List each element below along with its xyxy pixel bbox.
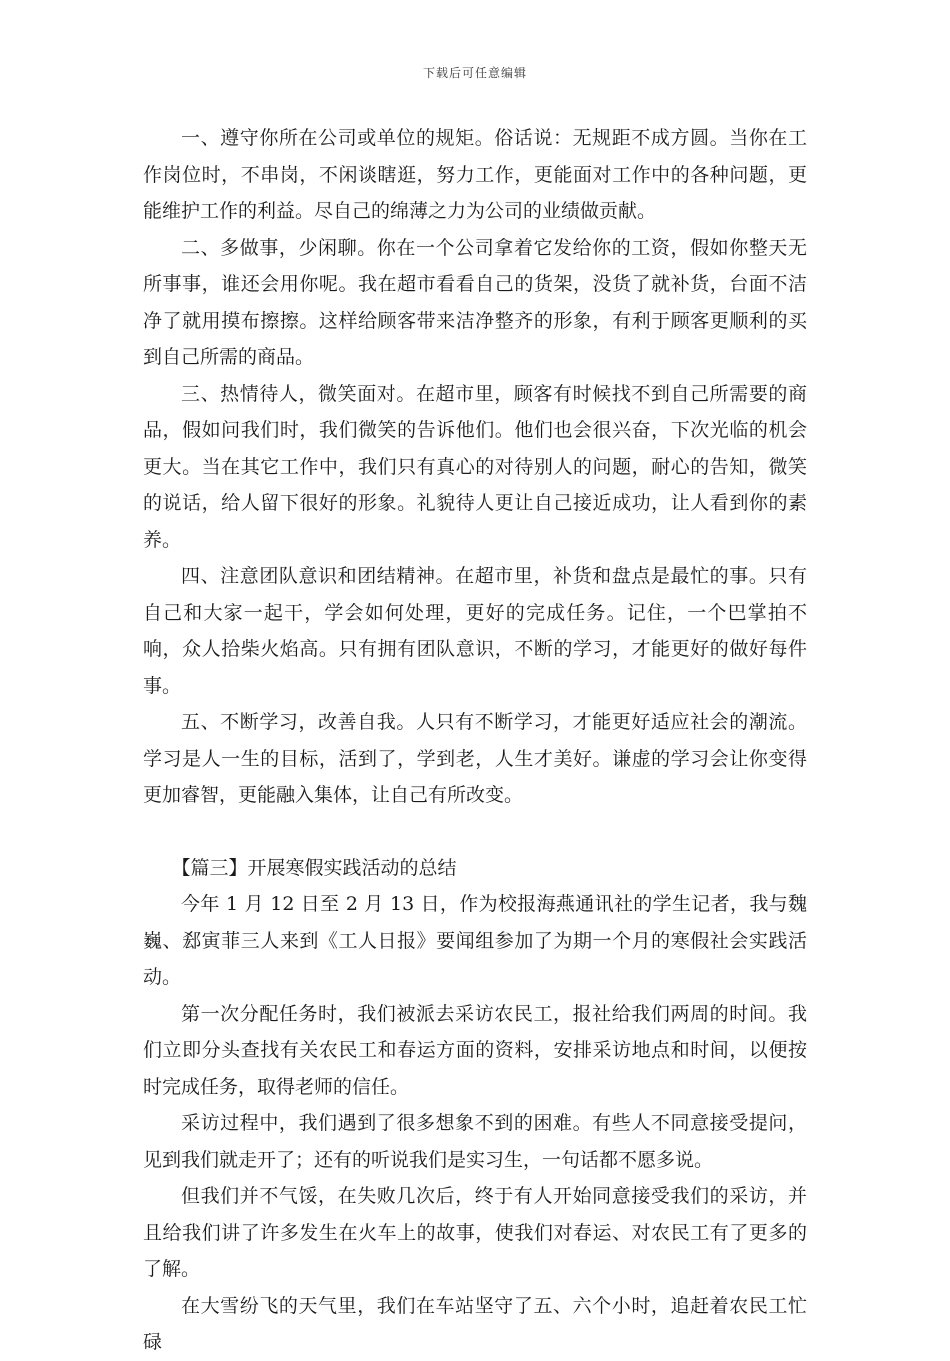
- paragraph-intro: 今年 1 月 12 日至 2 月 13 日，作为校报海燕通讯社的学生记者，我与魏巍、郄寅菲三人来到《工人日报》要闻组参加了为期一个月的寒假社会实践活动。: [143, 893, 807, 988]
- paragraph-perseverance: 但我们并不气馁，在失败几次后，终于有人开始同意接受我们的采访，并且给我们讲了许多发生在火车上的故事，使我们对春运、对农民工有了更多的了解。: [143, 1185, 807, 1280]
- paragraph-assignment: 第一次分配任务时，我们被派去采访农民工，报社给我们两周的时间。我们立即分头查找有关农民工和春运方面的资料，安排采访地点和时间，以便按时完成任务，取得老师的信任。: [143, 1002, 807, 1098]
- paragraph-rule-1: 一、遵守你所在公司或单位的规矩。俗话说：无规距不成方圆。当你在工作岗位时，不串岗，不闲谈瞎逛，努力工作，更能面对工作中的各种问题，更能维护工作的利益。尽自己的绵薄之力为公司的业绩做贡献。: [143, 127, 807, 222]
- paragraph-rule-2: 二、多做事，少闲聊。你在一个公司拿着它发给你的工资，假如你整天无所事事，谁还会用你呢。我在超市看看自己的货架，没货了就补货，台面不洁净了就用摸布擦擦。这样给顾客带来洁净整齐的形象，有利于顾客更顺利的买到自己所需的商品。: [143, 236, 807, 368]
- document-body: [143, 120, 807, 1361]
- section-title: 【篇三】开展寒假实践活动的总结: [171, 856, 457, 879]
- paragraph-rule-4: 四、注意团队意识和团结精神。在超市里，补货和盘点是最忙的事。只有自己和大家一起干，学会如何处理，更好的完成任务。记住，一个巴掌拍不响，众人拾柴火焰高。只有拥有团队意识，不断的学习，才能更好的做好每件事。: [143, 565, 807, 697]
- paragraph-rule-3: 三、热情待人，微笑面对。在超市里，顾客有时候找不到自己所需要的商品，假如问我们时，我们微笑的告诉他们。他们也会很兴奋，下次光临的机会更大。当在其它工作中，我们只有真心的对待别人的问题，耐心的告知，微笑的说话，给人留下很好的形象。礼貌待人更让自己接近成功，让人看到你的素养。: [143, 382, 807, 551]
- paragraph-difficulties: 采访过程中，我们遇到了很多想象不到的困难。有些人不同意接受提问，见到我们就走开了；还有的听说我们是实习生，一句话都不愿多说。: [143, 1112, 807, 1171]
- section-spacer: [143, 814, 807, 850]
- paragraph-snow: 在大雪纷飞的天气里，我们在车站坚守了五、六个小时，追赶着农民工忙碌: [143, 1294, 807, 1353]
- page-header: 下载后可任意编辑: [422, 66, 527, 80]
- paragraph-rule-5: 五、不断学习，改善自我。人只有不断学习，才能更好适应社会的潮流。学习是人一生的目标，活到了，学到老，人生才美好。谦虚的学习会让你变得更加睿智，更能融入集体，让自己有所改变。: [143, 711, 807, 806]
